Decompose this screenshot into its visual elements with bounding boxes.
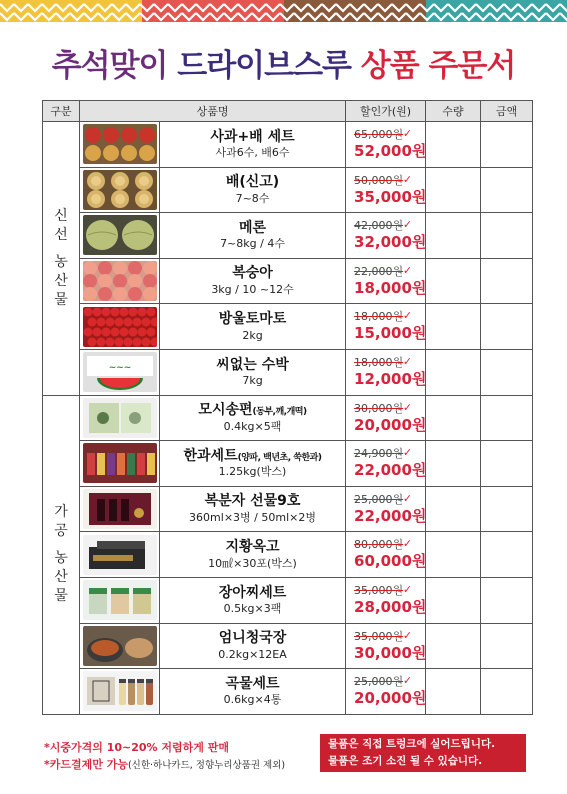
sale-price: 28,000원 bbox=[354, 598, 427, 617]
sale-price: 20,000원 bbox=[354, 415, 427, 434]
product-image-cherry-tomato bbox=[83, 307, 157, 347]
product-name bbox=[160, 585, 345, 603]
product-spec: 0.6kg×4통 bbox=[223, 693, 282, 707]
amount-cell[interactable] bbox=[481, 669, 533, 715]
amount-cell[interactable] bbox=[481, 258, 533, 304]
original-price-text: 50,000원 bbox=[354, 173, 404, 187]
amount-cell[interactable] bbox=[481, 304, 533, 350]
table-row bbox=[43, 349, 533, 395]
sale-price: 20,000원 bbox=[354, 689, 427, 708]
amount-cell[interactable] bbox=[481, 623, 533, 669]
product-name-text: 장아찌세트 bbox=[218, 584, 287, 601]
amount-cell[interactable] bbox=[481, 441, 533, 487]
product-image-cell bbox=[80, 669, 160, 715]
original-price bbox=[354, 674, 413, 689]
table-row bbox=[43, 486, 533, 532]
order-table bbox=[42, 100, 533, 715]
category-cell bbox=[43, 395, 80, 714]
product-name bbox=[160, 129, 345, 147]
category-char: 산 bbox=[54, 272, 68, 289]
product-name-text: 방울토마토 bbox=[218, 311, 287, 328]
original-price bbox=[354, 309, 413, 324]
amount-cell[interactable] bbox=[481, 395, 533, 441]
notice-stock: 물품은 조기 소진 될 수 있습니다. bbox=[328, 755, 483, 767]
product-image-cell bbox=[80, 122, 160, 168]
product-name-text: 엄니청국장 bbox=[218, 630, 287, 647]
checkmark-icon: ✓ bbox=[402, 674, 413, 688]
product-image-melon-box bbox=[83, 215, 157, 255]
original-price-text: 35,000원 bbox=[354, 629, 404, 643]
product-name bbox=[160, 539, 345, 557]
price-cell bbox=[346, 258, 426, 304]
decorative-pattern-band bbox=[0, 0, 567, 22]
amount-cell[interactable] bbox=[481, 349, 533, 395]
quantity-cell[interactable] bbox=[426, 304, 481, 350]
product-name-note: (동부,깨,개떡) bbox=[252, 407, 307, 418]
product-image-watermelon-box bbox=[83, 352, 157, 392]
title-part1: 추석맞이 bbox=[51, 48, 168, 84]
price-cell bbox=[346, 486, 426, 532]
product-spec: 2kg bbox=[242, 328, 263, 342]
original-price-text: 30,000원 bbox=[354, 401, 404, 415]
checkmark-icon: ✓ bbox=[402, 127, 413, 140]
header-sale-price: 할인가(원) bbox=[346, 101, 426, 122]
quantity-cell[interactable] bbox=[426, 349, 481, 395]
amount-cell[interactable] bbox=[481, 532, 533, 578]
price-cell bbox=[346, 349, 426, 395]
product-name bbox=[160, 630, 345, 648]
product-name-text: 씨없는 수박 bbox=[216, 356, 289, 373]
product-name bbox=[160, 311, 345, 329]
amount-cell[interactable] bbox=[481, 577, 533, 623]
note-payment-exceptions: (신한·하나카드, 정향누리상품권 제외) bbox=[127, 760, 286, 771]
original-price-text: 80,000원 bbox=[354, 538, 404, 552]
product-name-cell bbox=[160, 122, 346, 168]
quantity-cell[interactable] bbox=[426, 258, 481, 304]
table-row bbox=[43, 395, 533, 441]
quantity-cell[interactable] bbox=[426, 486, 481, 532]
category-char: 신 bbox=[54, 207, 68, 224]
product-image-cell bbox=[80, 623, 160, 669]
original-price-text: 25,000원 bbox=[354, 675, 404, 689]
sale-price: 35,000원 bbox=[354, 187, 427, 206]
header-amount: 금액 bbox=[481, 101, 533, 122]
original-price bbox=[354, 218, 413, 233]
product-image-cell bbox=[80, 395, 160, 441]
original-price-text: 24,900원 bbox=[354, 447, 404, 461]
amount-cell[interactable] bbox=[481, 213, 533, 259]
product-image-cell bbox=[80, 532, 160, 578]
product-spec: 3kg / 10 ~12수 bbox=[211, 282, 294, 296]
product-image-apple-pear-box bbox=[83, 124, 157, 164]
product-name-cell bbox=[160, 532, 346, 578]
product-name bbox=[160, 265, 345, 283]
checkmark-icon: ✓ bbox=[402, 400, 413, 414]
quantity-cell[interactable] bbox=[426, 532, 481, 578]
title-part2: 드라이브스루 bbox=[177, 48, 351, 84]
quantity-cell[interactable] bbox=[426, 167, 481, 213]
note-payment-main: *카드결제만 가능 bbox=[44, 758, 128, 771]
page-title bbox=[0, 40, 567, 85]
product-image-cell bbox=[80, 486, 160, 532]
footer-notes bbox=[44, 739, 285, 774]
table-row bbox=[43, 623, 533, 669]
table-row bbox=[43, 532, 533, 578]
note-payment bbox=[44, 756, 285, 774]
category-char: 농 bbox=[54, 253, 68, 270]
quantity-cell[interactable] bbox=[426, 441, 481, 487]
product-name-text: 지황옥고 bbox=[225, 539, 280, 556]
header-category: 구분 bbox=[43, 101, 80, 122]
product-name bbox=[160, 402, 345, 420]
price-cell bbox=[346, 122, 426, 168]
product-spec: 7~8수 bbox=[235, 191, 270, 205]
category-char: 물 bbox=[54, 588, 68, 605]
sale-price: 15,000원 bbox=[354, 324, 427, 343]
original-price bbox=[354, 628, 413, 643]
original-price-text: 42,000원 bbox=[354, 219, 404, 233]
product-image-cheonggukjang bbox=[83, 626, 157, 666]
original-price-text: 25,000원 bbox=[354, 492, 404, 506]
original-price-text: 18,000원 bbox=[354, 310, 404, 324]
product-name-text: 메론 bbox=[238, 219, 267, 236]
checkmark-icon: ✓ bbox=[402, 354, 413, 368]
original-price bbox=[354, 127, 413, 141]
table-row bbox=[43, 441, 533, 487]
product-image-cell bbox=[80, 304, 160, 350]
product-image-grain-set bbox=[83, 671, 157, 711]
table-row bbox=[43, 213, 533, 259]
product-image-cell bbox=[80, 258, 160, 304]
product-image-cell bbox=[80, 577, 160, 623]
checkmark-icon: ✓ bbox=[402, 263, 413, 277]
product-spec: 0.2kg×12EA bbox=[218, 647, 287, 661]
product-image-cell bbox=[80, 441, 160, 487]
quantity-cell[interactable] bbox=[426, 122, 481, 168]
amount-cell[interactable] bbox=[481, 486, 533, 532]
original-price bbox=[354, 263, 413, 278]
product-name bbox=[160, 493, 345, 511]
sale-price: 22,000원 bbox=[354, 461, 427, 480]
table-row bbox=[43, 167, 533, 213]
sale-price: 22,000원 bbox=[354, 506, 427, 525]
checkmark-icon: ✓ bbox=[402, 172, 413, 186]
category-char: 가 bbox=[54, 504, 68, 521]
product-image-cell bbox=[80, 167, 160, 213]
product-spec: 7~8kg / 4수 bbox=[220, 237, 285, 251]
product-name-text: 한과세트 bbox=[183, 447, 238, 464]
product-spec: 7kg bbox=[242, 374, 263, 388]
product-name-text: 곡물세트 bbox=[225, 675, 280, 692]
product-image-jihwang-box bbox=[83, 535, 157, 575]
price-cell bbox=[346, 669, 426, 715]
checkmark-icon: ✓ bbox=[402, 537, 413, 551]
product-image-hangwa-set bbox=[83, 443, 157, 483]
price-cell bbox=[346, 213, 426, 259]
checkmark-icon: ✓ bbox=[402, 491, 413, 505]
sale-price: 12,000원 bbox=[354, 370, 427, 389]
header-quantity: 수량 bbox=[426, 101, 481, 122]
header-product-name: 상품명 bbox=[80, 101, 346, 122]
category-char: 농 bbox=[54, 550, 68, 567]
original-price bbox=[354, 354, 413, 369]
sale-price: 18,000원 bbox=[354, 278, 427, 297]
quantity-cell[interactable] bbox=[426, 395, 481, 441]
price-cell bbox=[346, 577, 426, 623]
original-price bbox=[354, 537, 413, 552]
product-spec: 0.5kg×3팩 bbox=[223, 602, 282, 616]
original-price-text: 22,000원 bbox=[354, 264, 404, 278]
price-cell bbox=[346, 395, 426, 441]
original-price bbox=[354, 400, 413, 415]
notice-trunk: 물품은 직접 트렁크에 실어드립니다. bbox=[328, 738, 496, 750]
product-image-pickle-set bbox=[83, 580, 157, 620]
price-cell bbox=[346, 441, 426, 487]
category-char: 물 bbox=[54, 291, 68, 308]
note-discount: *시중가격의 10~20% 저렴하게 판매 bbox=[44, 741, 229, 754]
product-name bbox=[160, 357, 345, 375]
product-name-text: 모시송편 bbox=[198, 402, 253, 419]
table-row bbox=[43, 122, 533, 168]
product-spec: 0.4kg×5팩 bbox=[223, 419, 282, 433]
checkmark-icon: ✓ bbox=[402, 218, 413, 232]
amount-cell[interactable] bbox=[481, 167, 533, 213]
product-name-text: 사과+배 세트 bbox=[210, 128, 295, 145]
sale-price: 32,000원 bbox=[354, 233, 427, 252]
quantity-cell[interactable] bbox=[426, 669, 481, 715]
checkmark-icon: ✓ bbox=[402, 628, 413, 642]
product-name-cell bbox=[160, 349, 346, 395]
table-header-row bbox=[43, 101, 533, 122]
table-row bbox=[43, 577, 533, 623]
product-name-cell bbox=[160, 167, 346, 213]
checkmark-icon: ✓ bbox=[402, 446, 413, 460]
product-image-pear-box bbox=[83, 170, 157, 210]
table-row bbox=[43, 669, 533, 715]
original-price bbox=[354, 582, 413, 597]
original-price-text: 35,000원 bbox=[354, 583, 404, 597]
original-price-text: 65,000원 bbox=[354, 128, 404, 141]
category-char: 산 bbox=[54, 569, 68, 586]
quantity-cell[interactable] bbox=[426, 623, 481, 669]
original-price bbox=[354, 446, 413, 461]
original-price bbox=[354, 172, 413, 187]
checkmark-icon: ✓ bbox=[402, 582, 413, 596]
product-name-cell bbox=[160, 304, 346, 350]
category-char: 선 bbox=[54, 226, 68, 243]
product-name-note: (양파, 백년초, 쑥한과) bbox=[237, 452, 322, 463]
svg-text:~~~: ~~~ bbox=[108, 363, 131, 374]
product-name-cell bbox=[160, 258, 346, 304]
amount-cell[interactable] bbox=[481, 122, 533, 168]
product-name bbox=[160, 676, 345, 694]
product-image-peach-box bbox=[83, 261, 157, 301]
product-image-bokbunja-gift bbox=[83, 489, 157, 529]
sale-price: 52,000원 bbox=[354, 142, 427, 161]
price-cell bbox=[346, 532, 426, 578]
original-price-text: 18,000원 bbox=[354, 355, 404, 369]
sale-price: 30,000원 bbox=[354, 643, 427, 662]
product-name-cell bbox=[160, 577, 346, 623]
product-name-text: 복분자 선물9호 bbox=[204, 493, 301, 510]
sale-price: 60,000원 bbox=[354, 552, 427, 571]
product-name-cell bbox=[160, 669, 346, 715]
category-char: 공 bbox=[54, 523, 68, 540]
product-image-cell bbox=[80, 213, 160, 259]
product-name bbox=[160, 220, 345, 238]
price-cell bbox=[346, 623, 426, 669]
title-part3: 상품 주문서 bbox=[360, 48, 516, 84]
quantity-cell[interactable] bbox=[426, 213, 481, 259]
product-name-text: 복숭아 bbox=[232, 265, 273, 282]
checkmark-icon: ✓ bbox=[402, 309, 413, 323]
notice-box bbox=[320, 734, 526, 772]
product-image-cell bbox=[80, 349, 160, 395]
product-name bbox=[160, 174, 345, 192]
product-spec: 사과6수, 배6수 bbox=[215, 146, 290, 160]
table-row bbox=[43, 258, 533, 304]
product-spec: 10㎖×30포(박스) bbox=[208, 556, 297, 570]
product-name-cell bbox=[160, 213, 346, 259]
product-image-songpyeon-pack bbox=[83, 398, 157, 438]
product-name bbox=[160, 448, 345, 466]
product-name-cell bbox=[160, 486, 346, 532]
product-spec: 360ml×3병 / 50ml×2병 bbox=[189, 510, 316, 524]
product-spec: 1.25kg(박스) bbox=[218, 465, 287, 479]
product-name-cell bbox=[160, 623, 346, 669]
quantity-cell[interactable] bbox=[426, 577, 481, 623]
original-price bbox=[354, 491, 413, 506]
chevron-pattern bbox=[0, 0, 567, 22]
category-cell bbox=[43, 122, 80, 396]
product-name-cell bbox=[160, 395, 346, 441]
product-name-text: 배(신고) bbox=[225, 174, 280, 191]
table-row bbox=[43, 304, 533, 350]
price-cell bbox=[346, 167, 426, 213]
product-name-cell bbox=[160, 441, 346, 487]
price-cell bbox=[346, 304, 426, 350]
